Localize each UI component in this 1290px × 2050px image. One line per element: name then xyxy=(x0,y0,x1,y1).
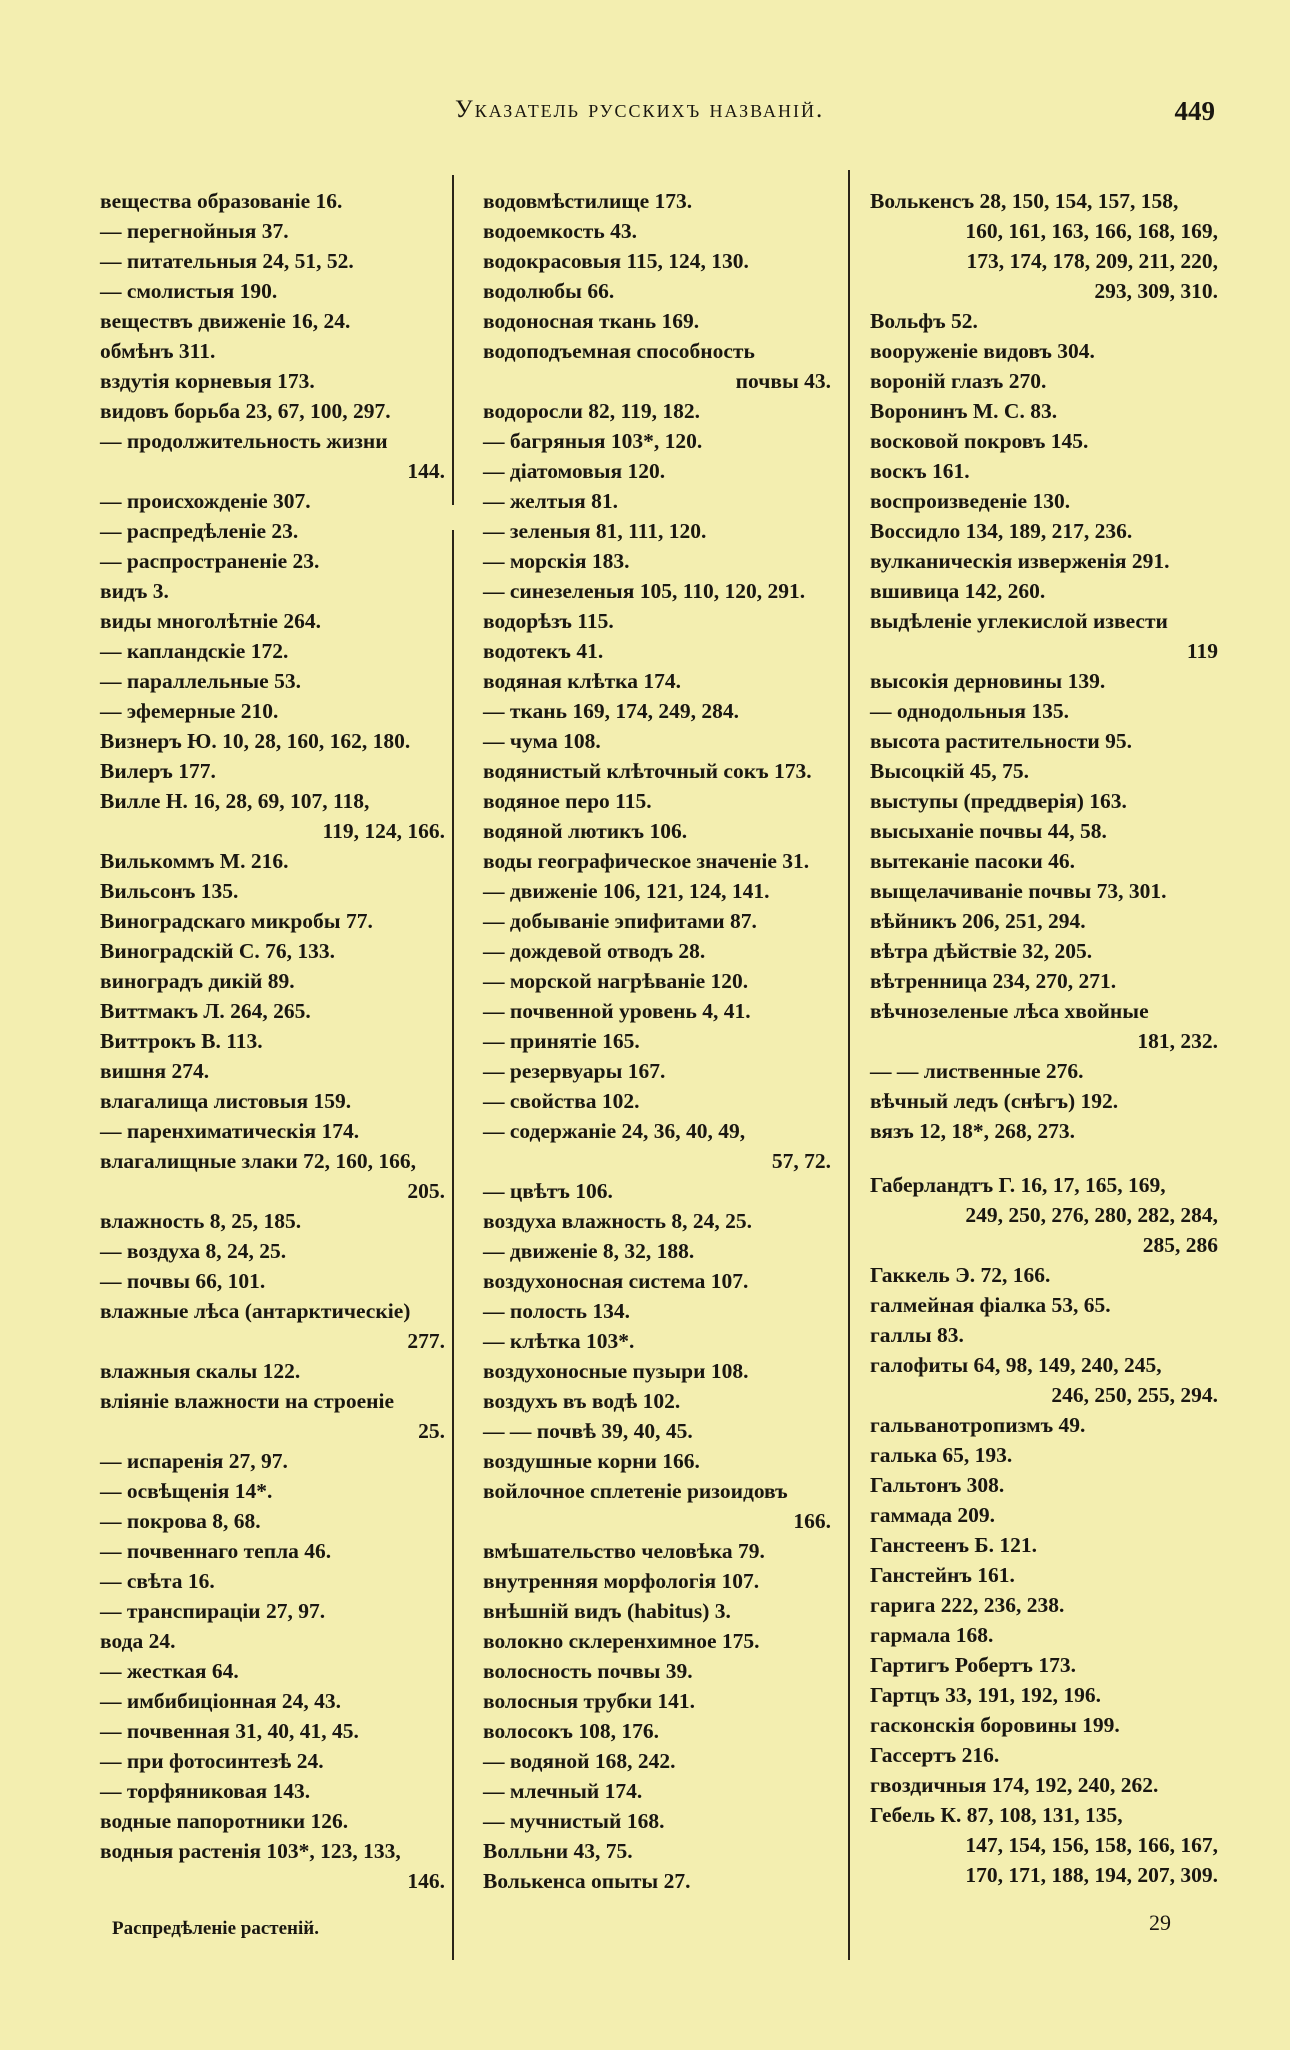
index-entry: Гартцъ 33, 191, 192, 196. xyxy=(870,1683,1101,1707)
index-entry: влажные лѣса (антарктическіе) xyxy=(100,1299,411,1323)
index-entry: Воронинъ М. С. 83. xyxy=(870,399,1058,423)
index-entry: гасконскія боровины 199. xyxy=(870,1713,1120,1737)
index-entry: водовмѣстилище 173. xyxy=(483,189,693,213)
index-entry: водоносная ткань 169. xyxy=(483,309,700,333)
index-entry: — дождевой отводъ 28. xyxy=(483,939,706,963)
index-entry: — при фотосинтезѣ 24. xyxy=(100,1749,324,1773)
index-entry: — перегнойныя 37. xyxy=(100,219,289,243)
index-entry: — движеніе 8, 32, 188. xyxy=(483,1239,695,1263)
index-entry: вороній глазъ 270. xyxy=(870,369,1047,393)
page-header xyxy=(0,96,1290,136)
index-entry: — продолжительность жизни xyxy=(100,429,388,453)
index-entry: — добываніе эпифитами 87. xyxy=(483,909,757,933)
index-entry: 119 xyxy=(1186,639,1218,663)
index-entry: — распредѣленіе 23. xyxy=(100,519,299,543)
index-entry: — багряныя 103*, 120. xyxy=(483,429,703,453)
index-entry: — мучнистый 168. xyxy=(483,1809,665,1833)
index-entry: — ткань 169, 174, 249, 284. xyxy=(483,699,740,723)
index-entry: веществъ движеніе 16, 24. xyxy=(100,309,351,333)
index-entry: воздухоносные пузыри 108. xyxy=(483,1359,749,1383)
index-entry: — паренхиматическія 174. xyxy=(100,1119,360,1143)
index-entry: водные папоротники 126. xyxy=(100,1809,349,1833)
index-entry: 25. xyxy=(418,1419,445,1443)
index-entry: водяной лютикъ 106. xyxy=(483,819,688,843)
index-entry: — почвы 66, 101. xyxy=(100,1269,266,1293)
index-entry: волосность почвы 39. xyxy=(483,1659,693,1683)
index-entry: — однодольныя 135. xyxy=(870,699,1069,723)
index-entry: войлочное сплетеніе ризоидовъ xyxy=(483,1479,788,1503)
index-entry: гаммада 209. xyxy=(870,1503,996,1527)
index-entry: галька 65, 193. xyxy=(870,1443,1013,1467)
index-entry: восковой покровъ 145. xyxy=(870,429,1089,453)
index-entry: вязъ 12, 18*, 268, 273. xyxy=(870,1119,1076,1143)
index-entry: галмейная фіалка 53, 65. xyxy=(870,1293,1111,1317)
index-entry: Виттмакъ Л. 264, 265. xyxy=(100,999,311,1023)
index-entry: воспроизведеніе 130. xyxy=(870,489,1071,513)
index-entry: — почвенной уровень 4, 41. xyxy=(483,999,751,1023)
index-entry: — имбибиціонная 24, 43. xyxy=(100,1689,341,1713)
index-entry: — — лиственные 276. xyxy=(870,1059,1084,1083)
index-entry: высыханіе почвы 44, 58. xyxy=(870,819,1107,843)
index-entry: вѣтренница 234, 270, 271. xyxy=(870,969,1117,993)
index-entry: — синезеленыя 105, 110, 120, 291. xyxy=(483,579,806,603)
index-entry: выщелачиваніе почвы 73, 301. xyxy=(870,879,1167,903)
index-entry: вулканическія изверженія 291. xyxy=(870,549,1170,573)
index-entry: — діатомовыя 120. xyxy=(483,459,666,483)
index-entry: водоподъемная способность xyxy=(483,339,755,363)
index-entry: — воздуха 8, 24, 25. xyxy=(100,1239,287,1263)
index-entry: — полость 134. xyxy=(483,1299,631,1323)
index-entry: Габерландтъ Г. 16, 17, 165, 169, xyxy=(870,1173,1166,1197)
index-entry: Вилеръ 177. xyxy=(100,759,216,783)
index-entry: водянистый клѣточный сокъ 173. xyxy=(483,759,812,783)
index-entry: видовъ борьба 23, 67, 100, 297. xyxy=(100,399,391,423)
index-entry: почвы 43. xyxy=(735,369,831,393)
index-entry: Гебель К. 87, 108, 131, 135, xyxy=(870,1803,1123,1827)
index-entry: влагалищные злаки 72, 160, 166, xyxy=(100,1149,417,1173)
index-entry: вздутія корневыя 173. xyxy=(100,369,315,393)
index-entry: — клѣтка 103*. xyxy=(483,1329,635,1353)
index-entry: — покрова 8, 68. xyxy=(100,1509,261,1533)
column-rule-1 xyxy=(452,175,454,505)
index-entry: — торфяниковая 143. xyxy=(100,1779,311,1803)
index-entry: Ганстеенъ Б. 121. xyxy=(870,1533,1038,1557)
index-entry: воздушные корни 166. xyxy=(483,1449,700,1473)
index-entry: — транспираціи 27, 97. xyxy=(100,1599,326,1623)
index-entry: — — почвѣ 39, 40, 45. xyxy=(483,1419,693,1443)
index-entry: Вилькоммъ М. 216. xyxy=(100,849,289,873)
index-entry: волокно склеренхимное 175. xyxy=(483,1629,760,1653)
index-entry: водорѣзъ 115. xyxy=(483,609,614,633)
index-entry: 160, 161, 163, 166, 168, 169, xyxy=(965,219,1218,243)
index-entry: внутренняя морфологія 107. xyxy=(483,1569,760,1593)
index-entry: — смолистыя 190. xyxy=(100,279,278,303)
index-entry: видъ 3. xyxy=(100,579,169,603)
running-title: Указатель русскихъ названій. xyxy=(455,96,825,123)
index-entry: 146. xyxy=(407,1869,445,1893)
index-entry: — эфемерные 210. xyxy=(100,699,279,723)
index-entry: — почвенная 31, 40, 41, 45. xyxy=(100,1719,359,1743)
index-entry: вода 24. xyxy=(100,1629,176,1653)
index-entry: влагалища листовыя 159. xyxy=(100,1089,352,1113)
index-entry: Визнеръ Ю. 10, 28, 160, 162, 180. xyxy=(100,729,411,753)
signature-number: 29 xyxy=(1149,1910,1171,1935)
index-entry: вытеканіе пасоки 46. xyxy=(870,849,1076,873)
index-entry: выступы (преддверія) 163. xyxy=(870,789,1127,813)
index-entry: Волькенса опыты 27. xyxy=(483,1869,691,1893)
index-entry: гармала 168. xyxy=(870,1623,994,1647)
index-entry: 173, 174, 178, 209, 211, 220, xyxy=(966,249,1218,273)
index-entry: водотекъ 41. xyxy=(483,639,604,663)
index-entry: 119, 124, 166. xyxy=(322,819,445,843)
index-entry: Вольфъ 52. xyxy=(870,309,978,333)
index-entry: — параллельные 53. xyxy=(100,669,301,693)
index-entry: — морскія 183. xyxy=(483,549,630,573)
index-entry: 144. xyxy=(407,459,445,483)
index-entry: 147, 154, 156, 158, 166, 167, xyxy=(965,1833,1218,1857)
index-entry: Волльни 43, 75. xyxy=(483,1839,633,1863)
index-entry: вишня 274. xyxy=(100,1059,210,1083)
index-column-3 xyxy=(870,186,1218,1890)
index-entry: влажность 8, 25, 185. xyxy=(100,1209,302,1233)
index-entry: гвоздичныя 174, 192, 240, 262. xyxy=(870,1773,1159,1797)
index-entry: водоросли 82, 119, 182. xyxy=(483,399,700,423)
index-entry: — почвеннаго тепла 46. xyxy=(100,1539,332,1563)
index-entry: гарига 222, 236, 238. xyxy=(870,1593,1065,1617)
index-entry: вмѣшательство человѣка 79. xyxy=(483,1539,765,1563)
index-entry: — желтыя 81. xyxy=(483,489,619,513)
index-entry: — капландскіе 172. xyxy=(100,639,289,663)
index-entry: 57, 72. xyxy=(771,1149,831,1173)
index-entry: 205. xyxy=(407,1179,445,1203)
index-entry: — движеніе 106, 121, 124, 141. xyxy=(483,879,770,903)
column-rule-1b xyxy=(452,530,454,1960)
index-entry: воздухъ въ водѣ 102. xyxy=(483,1389,681,1413)
index-entry: — содержаніе 24, 36, 40, 49, xyxy=(483,1119,746,1143)
index-entry: волосныя трубки 141. xyxy=(483,1689,695,1713)
index-entry: внѣшній видъ (habitus) 3. xyxy=(483,1599,731,1623)
index-entry: 170, 171, 188, 194, 207, 309. xyxy=(965,1863,1218,1887)
index-entry: — принятіе 165. xyxy=(483,1029,640,1053)
index-entry: Высоцкій 45, 75. xyxy=(870,759,1030,783)
index-entry: выдѣленіе углекислой извести xyxy=(870,609,1168,633)
index-entry: — резервуары 167. xyxy=(483,1059,666,1083)
index-entry: воды географическое значеніе 31. xyxy=(483,849,810,873)
index-entry: Гаккель Э. 72, 166. xyxy=(870,1263,1051,1287)
index-entry: 181, 232. xyxy=(1137,1029,1218,1053)
index-entry: 166. xyxy=(793,1509,831,1533)
index-entry: — происхожденіе 307. xyxy=(100,489,311,513)
index-entry: — жесткая 64. xyxy=(100,1659,239,1683)
index-entry: — испаренія 27, 97. xyxy=(100,1449,288,1473)
index-entry: вшивица 142, 260. xyxy=(870,579,1046,603)
index-entry: виды многолѣтніе 264. xyxy=(100,609,321,633)
index-entry: гальванотропизмъ 49. xyxy=(870,1413,1086,1437)
index-entry: водныя растенія 103*, 123, 133, xyxy=(100,1839,401,1863)
index-entry: Виттрокъ В. 113. xyxy=(100,1029,263,1053)
index-entry: водокрасовыя 115, 124, 130. xyxy=(483,249,749,273)
index-entry: обмѣнъ 311. xyxy=(100,339,216,363)
index-entry: водяное перо 115. xyxy=(483,789,652,813)
signature-title: Распредѣленіе растеній. xyxy=(112,1918,319,1939)
index-entry: волосокъ 108, 176. xyxy=(483,1719,659,1743)
index-entry: воздуха влажность 8, 24, 25. xyxy=(483,1209,753,1233)
index-entry: — морской нагрѣваніе 120. xyxy=(483,969,749,993)
index-entry: вліяніе влажности на строеніе xyxy=(100,1389,395,1413)
page-number: 449 xyxy=(1174,96,1215,126)
index-entry: вещества образованіе 16. xyxy=(100,189,343,213)
index-entry: 249, 250, 276, 280, 282, 284, xyxy=(965,1203,1218,1227)
index-entry: воздухоносная система 107. xyxy=(483,1269,749,1293)
index-entry: 293, 309, 310. xyxy=(1094,279,1218,303)
index-entry: галлы 83. xyxy=(870,1323,964,1347)
index-entry: 285, 286 xyxy=(1142,1233,1218,1257)
index-entry: виноградъ дикій 89. xyxy=(100,969,295,993)
index-entry: Ганстейнъ 161. xyxy=(870,1563,1015,1587)
index-entry: — чума 108. xyxy=(483,729,601,753)
index-entry: вѣчнозеленые лѣса хвойные xyxy=(870,999,1149,1023)
index-entry: — питательныя 24, 51, 52. xyxy=(100,249,354,273)
index-entry: вооруженіе видовъ 304. xyxy=(870,339,1095,363)
column-rule-2 xyxy=(848,170,850,1960)
index-entry: 246, 250, 255, 294. xyxy=(1051,1383,1218,1407)
index-entry: водолюбы 66. xyxy=(483,279,615,303)
index-entry: — свѣта 16. xyxy=(100,1569,215,1593)
index-entry: — освѣщенія 14*. xyxy=(100,1479,273,1503)
index-column-1 xyxy=(100,186,445,1896)
index-entry: Виноградскій С. 76, 133. xyxy=(100,939,336,963)
index-entry: водоемкость 43. xyxy=(483,219,637,243)
index-entry: — зеленыя 81, 111, 120. xyxy=(483,519,707,543)
index-entry: вѣйникъ 206, 251, 294. xyxy=(870,909,1086,933)
index-entry: водяная клѣтка 174. xyxy=(483,669,681,693)
index-entry: высота растительности 95. xyxy=(870,729,1132,753)
index-entry: — млечный 174. xyxy=(483,1779,643,1803)
index-entry: — распространеніе 23. xyxy=(100,549,320,573)
index-entry: галофиты 64, 98, 149, 240, 245, xyxy=(870,1353,1162,1377)
index-entry: Вилле Н. 16, 28, 69, 107, 118, xyxy=(100,789,370,813)
index-entry: вѣчный ледъ (снѣгъ) 192. xyxy=(870,1089,1119,1113)
index-entry: вѣтра дѣйствіе 32, 205. xyxy=(870,939,1093,963)
index-entry: воскъ 161. xyxy=(870,459,970,483)
index-entry: Вильсонъ 135. xyxy=(100,879,239,903)
index-entry: Гальтонъ 308. xyxy=(870,1473,1005,1497)
index-entry: 277. xyxy=(407,1329,445,1353)
index-entry: высокія дерновины 139. xyxy=(870,669,1106,693)
index-entry: — водяной 168, 242. xyxy=(483,1749,676,1773)
index-entry: Волькенсъ 28, 150, 154, 157, 158, xyxy=(870,189,1179,213)
index-entry: влажныя скалы 122. xyxy=(100,1359,301,1383)
index-column-2 xyxy=(483,186,831,1896)
index-entry: Виноградскаго микробы 77. xyxy=(100,909,373,933)
index-entry: Гартигъ Робертъ 173. xyxy=(870,1653,1076,1677)
index-entry: Гассертъ 216. xyxy=(870,1743,1000,1767)
index-entry: — свойства 102. xyxy=(483,1089,640,1113)
index-entry: Воссидло 134, 189, 217, 236. xyxy=(870,519,1133,543)
index-entry: — цвѣтъ 106. xyxy=(483,1179,613,1203)
